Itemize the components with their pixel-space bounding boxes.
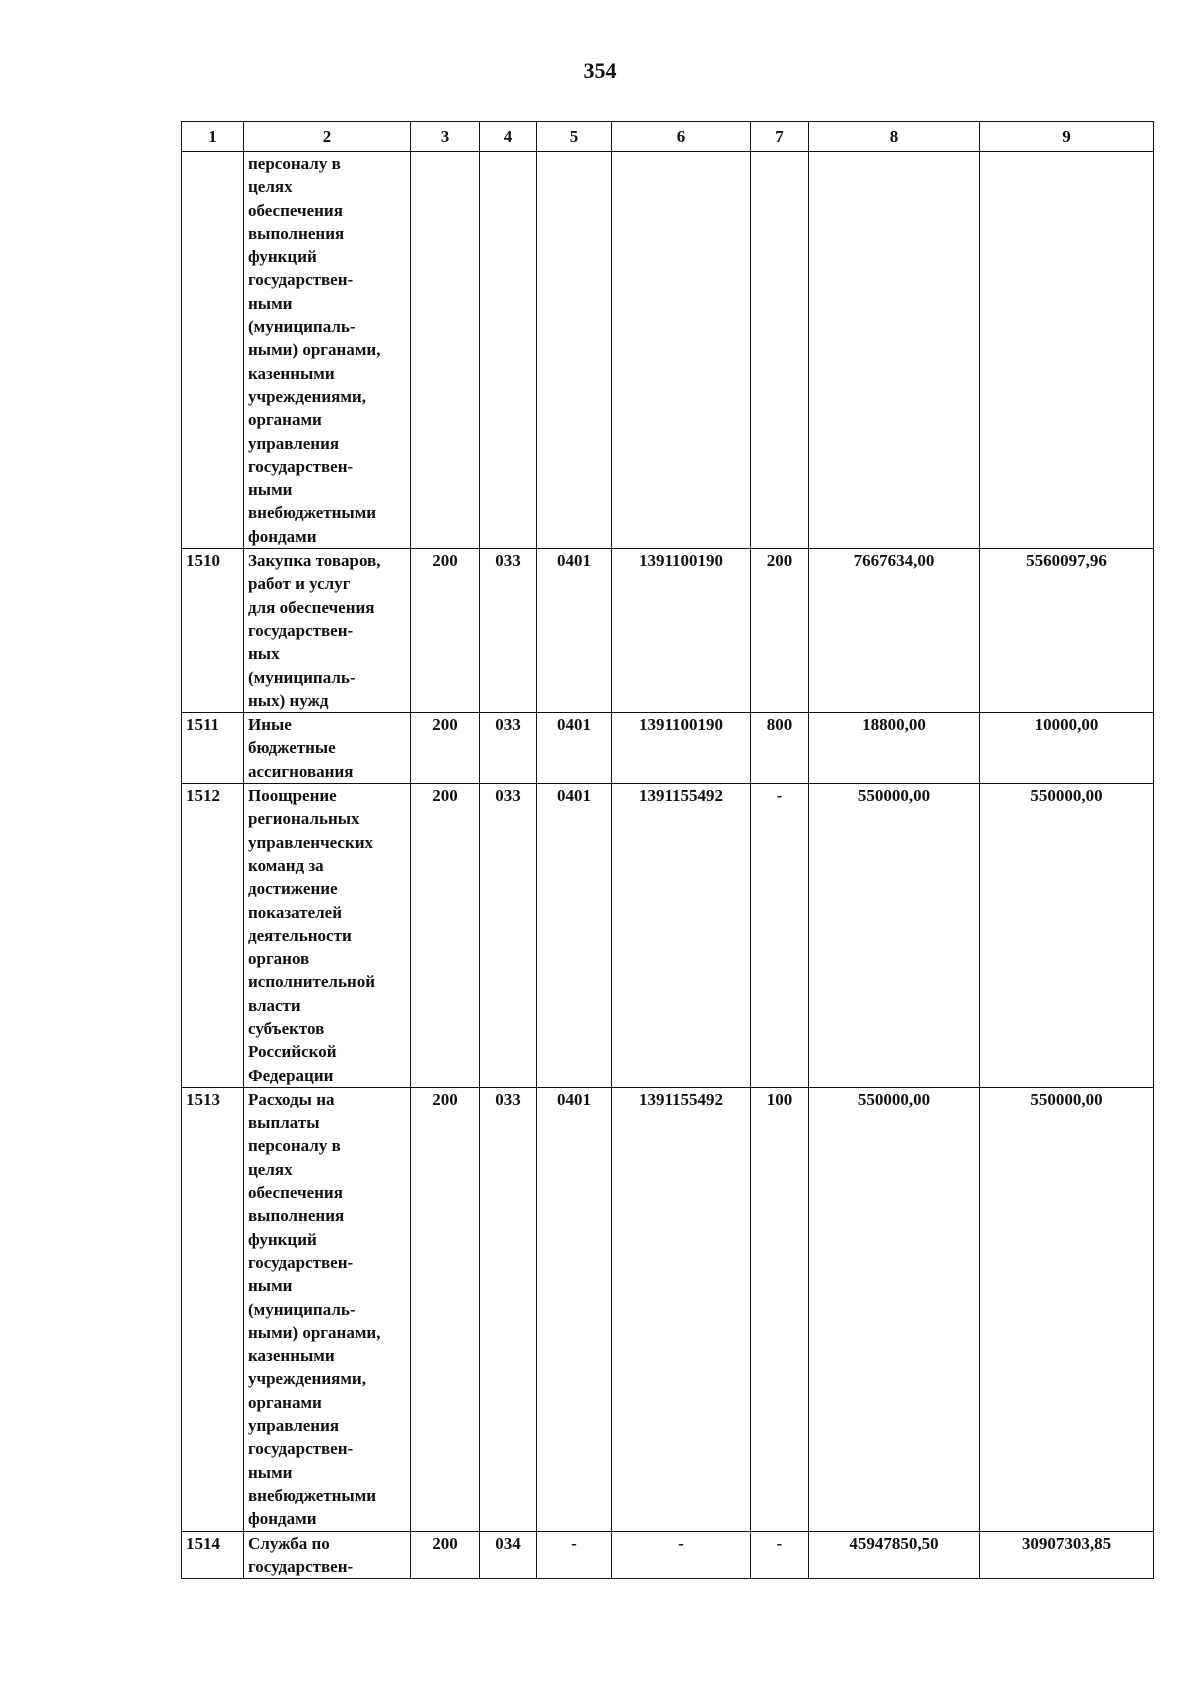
item-name-line: органами [248, 1392, 322, 1412]
item-name-cell [244, 713, 411, 784]
subsection-cell: 0401 [537, 1087, 612, 1531]
column-header: 6 [612, 122, 751, 152]
item-name-line: фондами [248, 526, 317, 546]
item-name-line: обеспечения [248, 200, 343, 220]
column-header: 9 [980, 122, 1154, 152]
item-name-line: выплаты [248, 1113, 320, 1133]
item-name-line: учреждениями, [248, 1369, 366, 1389]
expense-type-cell: 200 [751, 549, 809, 713]
target-article-cell: 1391100190 [612, 549, 751, 713]
expense-type-cell: 800 [751, 713, 809, 784]
item-name-line: органов [248, 949, 310, 969]
item-name-line: исполнительной [248, 972, 376, 992]
section-cell: 034 [480, 1531, 537, 1579]
item-name-line: деятельности [248, 925, 352, 945]
item-name-line: учреждениями, [248, 386, 366, 406]
item-name-line: бюджетные [248, 738, 336, 758]
expense-type-cell: - [751, 784, 809, 1088]
item-name-line: персоналу в [248, 154, 341, 173]
amount-cell: 550000,00 [809, 784, 980, 1088]
amount-cell [980, 152, 1154, 549]
section-cell: 033 [480, 784, 537, 1088]
item-name-cell [244, 549, 411, 713]
section-cell [480, 152, 537, 549]
column-header: 2 [244, 122, 411, 152]
item-name-line: ными) органами, [248, 340, 381, 360]
item-name-line: государствен- [248, 270, 354, 290]
item-name-line: Закупка товаров, [248, 551, 381, 571]
target-article-cell: 1391100190 [612, 713, 751, 784]
table-body [182, 152, 1154, 1579]
kvsr-cell [411, 152, 480, 549]
column-header: 3 [411, 122, 480, 152]
item-name-line: ными [248, 1276, 293, 1296]
subsection-cell: - [537, 1531, 612, 1579]
item-name-line: государствен- [248, 1439, 354, 1459]
item-name-line: для обеспечения [248, 597, 375, 617]
item-name-line: функций [248, 247, 317, 267]
row-number-cell: 1510 [182, 549, 244, 713]
item-name-line: (муниципаль- [248, 1299, 356, 1319]
target-article-cell: - [612, 1531, 751, 1579]
budget-table [181, 121, 1154, 1579]
item-name-line: (муниципаль- [248, 667, 356, 687]
row-number-cell: 1511 [182, 713, 244, 784]
amount-cell: 7667634,00 [809, 549, 980, 713]
table-row [182, 713, 1154, 784]
item-name-line: ными [248, 480, 293, 500]
kvsr-cell: 200 [411, 549, 480, 713]
item-name-line: управления [248, 433, 340, 453]
item-name-line: ными [248, 1462, 293, 1482]
row-number-cell [182, 152, 244, 549]
kvsr-cell: 200 [411, 784, 480, 1088]
item-name-line: государствен- [248, 1556, 354, 1576]
column-header: 1 [182, 122, 244, 152]
item-name-line: государствен- [248, 456, 354, 476]
item-name-line: государствен- [248, 620, 354, 640]
subsection-cell: 0401 [537, 549, 612, 713]
section-cell: 033 [480, 549, 537, 713]
item-name-line: казенными [248, 363, 335, 383]
item-name-line: управления [248, 1416, 340, 1436]
item-name-line: Иные [248, 715, 292, 735]
target-article-cell: 1391155492 [612, 784, 751, 1088]
table-row [182, 784, 1154, 1088]
subsection-cell [537, 152, 612, 549]
expense-type-cell: 100 [751, 1087, 809, 1531]
item-name-line: Российской [248, 1042, 337, 1062]
table-row [182, 152, 1154, 549]
amount-cell: 550000,00 [809, 1087, 980, 1531]
row-number-cell: 1512 [182, 784, 244, 1088]
item-name-line: Федерации [248, 1065, 334, 1085]
item-name-line: ных) нужд [248, 690, 329, 710]
column-header: 8 [809, 122, 980, 152]
table-row [182, 1531, 1154, 1579]
item-name-line: выполнения [248, 1206, 345, 1226]
expense-type-cell [751, 152, 809, 549]
kvsr-cell: 200 [411, 713, 480, 784]
page-number: 354 [583, 58, 617, 83]
item-name-line: обеспечения [248, 1183, 343, 1203]
item-name-line: целях [248, 1159, 293, 1179]
item-name-line: Расходы на [248, 1089, 335, 1109]
item-name-line: ными [248, 293, 293, 313]
item-name-line: субъектов [248, 1018, 325, 1038]
amount-cell: 550000,00 [980, 1087, 1154, 1531]
item-name-line: достижение [248, 879, 338, 899]
target-article-cell [612, 152, 751, 549]
item-name-cell [244, 152, 411, 549]
item-name-line: (муниципаль- [248, 317, 356, 337]
item-name-cell [244, 1531, 411, 1579]
item-name-line: внебюджетными [248, 503, 377, 523]
kvsr-cell: 200 [411, 1531, 480, 1579]
item-name-line: Служба по [248, 1533, 330, 1553]
amount-cell: 10000,00 [980, 713, 1154, 784]
amount-cell [809, 152, 980, 549]
expense-type-cell: - [751, 1531, 809, 1579]
kvsr-cell: 200 [411, 1087, 480, 1531]
item-name-line: персоналу в [248, 1136, 341, 1156]
table-header-row [182, 122, 1154, 152]
item-name-cell [244, 1087, 411, 1531]
item-name-line: функций [248, 1229, 317, 1249]
table-row [182, 549, 1154, 713]
amount-cell: 550000,00 [980, 784, 1154, 1088]
item-name-line: ных [248, 644, 280, 664]
item-name-line: ными) органами, [248, 1322, 381, 1342]
subsection-cell: 0401 [537, 784, 612, 1088]
amount-cell: 5560097,96 [980, 549, 1154, 713]
item-name-line: работ и услуг [248, 574, 351, 594]
item-name-line: показателей [248, 902, 342, 922]
item-name-line: внебюджетными [248, 1485, 377, 1505]
table-row [182, 1087, 1154, 1531]
item-name-line: региональных [248, 809, 360, 829]
item-name-line: управленческих [248, 832, 374, 852]
column-header: 7 [751, 122, 809, 152]
column-header: 5 [537, 122, 612, 152]
amount-cell: 45947850,50 [809, 1531, 980, 1579]
row-number-cell: 1514 [182, 1531, 244, 1579]
item-name-line: Поощрение [248, 786, 337, 806]
item-name-line: казенными [248, 1346, 335, 1366]
item-name-line: государствен- [248, 1252, 354, 1272]
section-cell: 033 [480, 1087, 537, 1531]
target-article-cell: 1391155492 [612, 1087, 751, 1531]
amount-cell: 30907303,85 [980, 1531, 1154, 1579]
row-number-cell: 1513 [182, 1087, 244, 1531]
item-name-line: власти [248, 995, 301, 1015]
column-header: 4 [480, 122, 537, 152]
subsection-cell: 0401 [537, 713, 612, 784]
item-name-line: выполнения [248, 223, 345, 243]
item-name-line: органами [248, 410, 322, 430]
item-name-line: ассигнования [248, 761, 354, 781]
item-name-line: фондами [248, 1509, 317, 1529]
amount-cell: 18800,00 [809, 713, 980, 784]
section-cell: 033 [480, 713, 537, 784]
item-name-line: команд за [248, 855, 324, 875]
item-name-cell [244, 784, 411, 1088]
item-name-line: целях [248, 177, 293, 197]
